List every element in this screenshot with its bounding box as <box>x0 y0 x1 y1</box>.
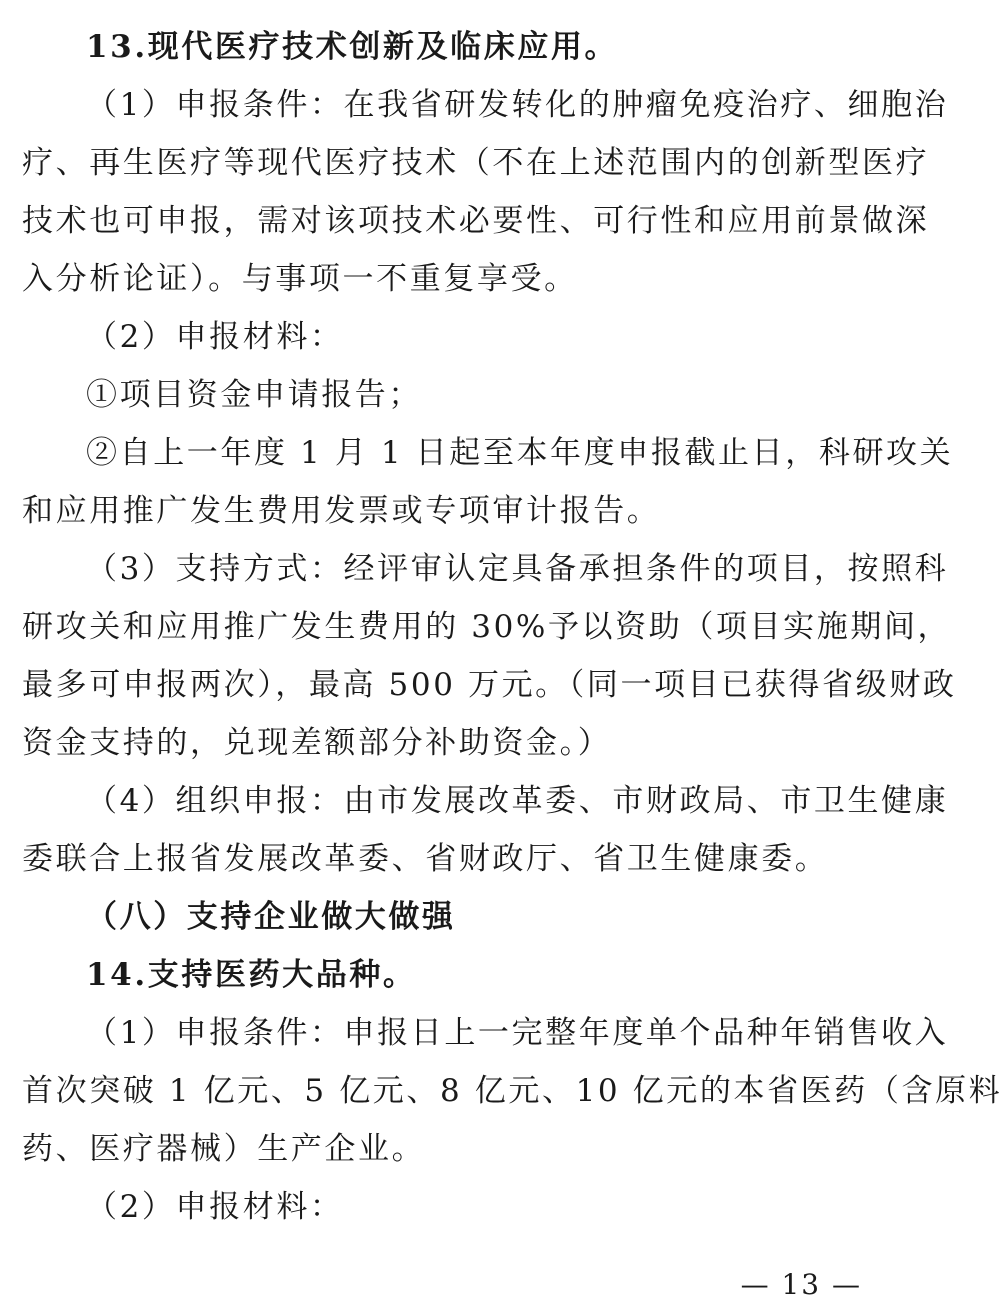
paragraph-line: （1）申报条件：申报日上一完整年度单个品种年销售收入 <box>86 1015 949 1051</box>
paragraph-line: （4）组织申报：由市发展改革委、市财政局、市卫生健康 <box>86 783 949 819</box>
paragraph-line: ②自上一年度 1 月 1 日起至本年度申报截止日，科研攻关 <box>86 435 954 471</box>
paragraph-line: 研攻关和应用推广发生费用的 30%予以资助（项目实施期间， <box>22 609 952 645</box>
paragraph-line: 技术也可申报，需对该项技术必要性、可行性和应用前景做深 <box>22 203 930 239</box>
paragraph-line: 和应用推广发生费用发票或专项审计报告。 <box>22 493 661 529</box>
section-heading-13: 13.现代医疗技术创新及临床应用。 <box>86 29 619 65</box>
paragraph-line: （2）申报材料： <box>86 1189 344 1225</box>
paragraph-line: 委联合上报省发展改革委、省财政厅、省卫生健康委。 <box>22 841 829 877</box>
paragraph-line: 入分析论证）。与事项一不重复享受。 <box>22 261 578 297</box>
paragraph-line: ①项目资金申请报告； <box>86 377 422 413</box>
paragraph-line: （1）申报条件：在我省研发转化的肿瘤免疫治疗、细胞治 <box>86 87 949 123</box>
page-number: — 13 — <box>740 1268 862 1301</box>
paragraph-line: 首次突破 1 亿元、5 亿元、8 亿元、10 亿元的本省医药（含原料 <box>22 1073 1002 1109</box>
paragraph-line: （2）申报材料： <box>86 319 344 355</box>
paragraph-line: （3）支持方式：经评审认定具备承担条件的项目，按照科 <box>86 551 949 587</box>
paragraph-line: 最多可申报两次），最高 500 万元。（同一项目已获得省级财政 <box>22 667 957 703</box>
paragraph-line: 药、医疗器械）生产企业。 <box>22 1131 426 1167</box>
document-body <box>22 18 1002 1236</box>
paragraph-line: 资金支持的，兑现差额部分补助资金。） <box>22 725 612 761</box>
section-heading-14: 14.支持医药大品种。 <box>86 957 417 993</box>
section-heading-8: （八）支持企业做大做强 <box>86 899 456 935</box>
paragraph-line: 疗、再生医疗等现代医疗技术（不在上述范围内的创新型医疗 <box>22 145 930 181</box>
